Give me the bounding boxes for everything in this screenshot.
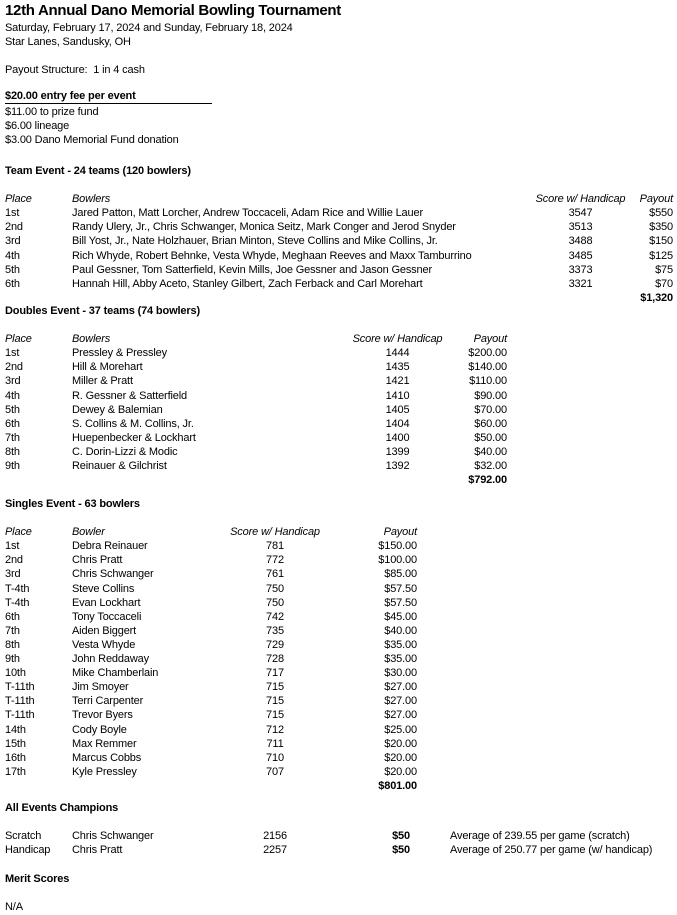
cell: $200.00 [468,347,507,360]
cell: 750 [266,596,284,609]
cell: 1404 [385,417,410,430]
all-events-table [5,829,670,857]
table-row [5,417,507,431]
cell: Average of 239.55 per game (scratch) [450,830,630,843]
cell: Chris Pratt [72,554,123,567]
cell: Marcus Cobbs [72,751,142,764]
table-row [5,389,507,403]
event-dates: Saturday, February 17, 2024 and Sunday, February 18, 2024 [5,22,293,34]
cell: T-4th [5,596,30,609]
column-header-bowler: Bowler [72,526,105,539]
team-event-heading: Team Event - 24 teams (120 bowlers) [5,165,191,177]
total-row [5,779,417,793]
table-row [5,553,417,567]
column-header-payout: Payout [383,526,417,539]
table-row [5,263,673,277]
cell: T-11th [5,695,35,708]
cell: 3485 [568,249,593,262]
column-header-place: Place [5,526,32,539]
cell: 715 [266,695,284,708]
cell: 7th [5,624,20,637]
cell: 2156 [263,830,287,843]
cell: 5th [5,263,20,276]
cell: Handicap [5,844,51,857]
cell: Mike Chamberlain [72,667,159,680]
cell: $70 [655,277,673,290]
singles-event-section [5,497,417,793]
cell: 742 [266,610,284,623]
table-row [5,610,417,624]
cell: 15th [5,737,26,750]
cell: Steve Collins [72,582,135,595]
cell: $70.00 [474,403,507,416]
cell: 717 [266,667,284,680]
cell: $32.00 [474,460,507,473]
table-row [5,737,417,751]
event-venue: Star Lanes, Sandusky, OH [5,36,131,48]
table-row [5,539,417,553]
cell: Trevor Byers [72,709,133,722]
cell: 729 [266,638,284,651]
column-header-place: Place [5,193,32,206]
all-events-champions-section [5,801,670,857]
cell: 9th [5,653,20,666]
total-row [5,291,673,305]
cell: Huepenbecker & Lockhart [72,431,196,444]
cell: $100.00 [378,554,417,567]
cell: 3547 [568,207,593,220]
table-row [5,680,417,694]
cell: T-11th [5,709,35,722]
cell: 5th [5,403,20,416]
cell: 1421 [385,375,410,388]
cell: 3513 [568,221,593,234]
cell: 10th [5,667,26,680]
table-row [5,249,673,263]
table-row [5,445,507,459]
table-row [5,206,673,220]
fee-item-prize-fund: $11.00 to prize fund [5,106,99,118]
table-header-row [5,525,417,539]
table-row [5,582,417,596]
cell: 1st [5,540,20,553]
cell: 1410 [385,389,410,402]
cell: Chris Pratt [72,844,123,857]
table-row [5,346,507,360]
cell: 1400 [385,431,410,444]
cell: Reinauer & Gilchrist [72,460,167,473]
page-title: 12th Annual Dano Memorial Bowling Tournament [5,2,341,19]
column-header-score: Score w/ Handicap [230,526,320,539]
cell: Dewey & Balemian [72,403,163,416]
fee-item-lineage: $6.00 lineage [5,120,70,132]
table-row [5,403,507,417]
cell: 728 [266,653,284,666]
cell: 1st [5,207,20,220]
singles-event-total: $801.00 [378,779,417,792]
cell: $30.00 [384,667,417,680]
column-header-bowlers: Bowlers [72,193,111,206]
table-row [5,829,670,843]
cell: Randy Ulery, Jr., Chris Schwanger, Monica Seitz, Mark Conger and Jerod Snyder [72,221,456,234]
cell: R. Gessner & Satterfield [72,389,188,402]
cell: Kyle Pressley [72,765,137,778]
cell: 2257 [263,844,287,857]
total-row [5,473,507,487]
cell: Cody Boyle [72,723,127,736]
cell: Aiden Biggert [72,624,137,637]
cell: 1392 [385,460,410,473]
cell: 2nd [5,221,23,234]
cell: $45.00 [384,610,417,623]
cell: $57.50 [384,582,417,595]
cell: Paul Gessner, Tom Satterfield, Kevin Mills, Joe Gessner and Jason Gessner [72,263,432,276]
cell: 9th [5,460,20,473]
cell: 17th [5,765,26,778]
cell: 3373 [568,263,593,276]
table-row [5,666,417,680]
team-event-total: $1,320 [640,291,673,304]
table-row [5,374,507,388]
cell: $20.00 [384,737,417,750]
cell: $50 [392,830,410,843]
cell: 14th [5,723,26,736]
cell: 7th [5,431,20,444]
payout-structure: Payout Structure: 1 in 4 cash [5,64,145,76]
table-row [5,624,417,638]
singles-event-table [5,525,417,793]
cell: Tony Toccaceli [72,610,142,623]
team-event-table [5,192,673,305]
cell: $57.50 [384,596,417,609]
doubles-event-table [5,332,507,487]
doubles-event-heading: Doubles Event - 37 teams (74 bowlers) [5,305,200,317]
cell: 711 [266,737,284,750]
cell: $75 [655,263,673,276]
table-row [5,459,507,473]
cell: 2nd [5,554,23,567]
cell: John Reddaway [72,653,149,666]
table-row [5,751,417,765]
cell: $550 [649,207,673,220]
cell: $60.00 [474,417,507,430]
table-row [5,765,417,779]
cell: 6th [5,610,20,623]
cell: S. Collins & M. Collins, Jr. [72,417,194,430]
cell: Terri Carpenter [72,695,144,708]
cell: 4th [5,389,20,402]
cell: Evan Lockhart [72,596,141,609]
table-row [5,360,507,374]
cell: Miller & Pratt [72,375,133,388]
table-row [5,596,417,610]
cell: 750 [266,582,284,595]
all-events-heading: All Events Champions [5,802,119,814]
cell: Rich Whyde, Robert Behnke, Vesta Whyde, Meghaan Reeves and Maxx Tamburrino [72,249,472,262]
column-header-payout: Payout [639,193,673,206]
cell: $35.00 [384,653,417,666]
cell: $50 [392,844,410,857]
table-row [5,220,673,234]
cell: 3rd [5,235,21,248]
table-row [5,723,417,737]
cell: C. Dorin-Lizzi & Modic [72,445,178,458]
singles-event-heading: Singles Event - 63 bowlers [5,498,140,510]
cell: $125 [649,249,673,262]
cell: Chris Schwanger [72,568,154,581]
cell: $140.00 [468,361,507,374]
cell: 4th [5,249,20,262]
cell: $150.00 [378,540,417,553]
cell: $20.00 [384,765,417,778]
cell: $40.00 [384,624,417,637]
column-header-place: Place [5,333,32,346]
cell: 1444 [385,347,410,360]
cell: $50.00 [474,431,507,444]
cell: 6th [5,277,20,290]
cell: Pressley & Pressley [72,347,167,360]
cell: Average of 250.77 per game (w/ handicap) [450,844,653,857]
cell: $20.00 [384,751,417,764]
merit-scores-heading: Merit Scores [5,873,70,885]
cell: 712 [266,723,284,736]
cell: 3rd [5,375,21,388]
cell: 715 [266,681,284,694]
table-row [5,708,417,722]
cell: 3rd [5,568,21,581]
cell: 3488 [568,235,593,248]
cell: $350 [649,221,673,234]
cell: $25.00 [384,723,417,736]
cell: Hill & Morehart [72,361,143,374]
cell: $27.00 [384,681,417,694]
table-row [5,843,670,857]
table-header-row [5,332,507,346]
cell: $35.00 [384,638,417,651]
cell: Jim Smoyer [72,681,129,694]
cell: T-4th [5,582,30,595]
cell: 16th [5,751,26,764]
cell: $90.00 [474,389,507,402]
cell: 1435 [385,361,410,374]
merit-scores-section [5,872,69,914]
cell: Vesta Whyde [72,638,136,651]
table-row [5,638,417,652]
cell: 735 [266,624,284,637]
fee-item-donation: $3.00 Dano Memorial Fund donation [5,134,179,146]
table-row [5,694,417,708]
doubles-event-total: $792.00 [468,474,507,487]
table-header-row [5,192,673,206]
cell: $110.00 [469,375,507,388]
cell: 8th [5,445,20,458]
cell: 3321 [568,277,593,290]
cell: 8th [5,638,20,651]
cell: $27.00 [384,709,417,722]
cell: 1399 [385,445,410,458]
cell: 710 [266,751,284,764]
table-row [5,431,507,445]
cell: 761 [266,568,284,581]
cell: 707 [266,765,284,778]
table-row [5,567,417,581]
cell: $27.00 [384,695,417,708]
cell: 772 [266,554,284,567]
cell: 2nd [5,361,23,374]
cell: 6th [5,417,20,430]
cell: 1405 [385,403,410,416]
column-header-payout: Payout [473,333,507,346]
cell: Hannah Hill, Abby Aceto, Stanley Gilbert, Zach Ferback and Carl Morehart [72,277,423,290]
team-event-section [5,164,673,305]
cell: $40.00 [474,445,507,458]
cell: $150 [649,235,673,248]
column-header-bowlers: Bowlers [72,333,111,346]
table-row [5,277,673,291]
cell: Scratch [5,830,42,843]
cell: 781 [266,540,284,553]
cell: Jared Patton, Matt Lorcher, Andrew Toccaceli, Adam Rice and Willie Lauer [72,207,423,220]
entry-fee-header: $20.00 entry fee per event [5,89,212,104]
table-row [5,234,673,248]
cell: $85.00 [384,568,417,581]
cell: T-11th [5,681,35,694]
cell: Chris Schwanger [72,830,154,843]
table-row [5,652,417,666]
doubles-event-section [5,304,507,487]
cell: Debra Reinauer [72,540,148,553]
cell: Bill Yost, Jr., Nate Holzhauer, Brian Minton, Steve Collins and Mike Collins, Jr. [72,235,438,248]
cell: 715 [266,709,284,722]
cell: Max Remmer [72,737,137,750]
merit-scores-value: N/A [5,901,23,914]
column-header-score: Score w/ Handicap [535,193,626,206]
column-header-score: Score w/ Handicap [352,333,443,346]
cell: 1st [5,347,20,360]
